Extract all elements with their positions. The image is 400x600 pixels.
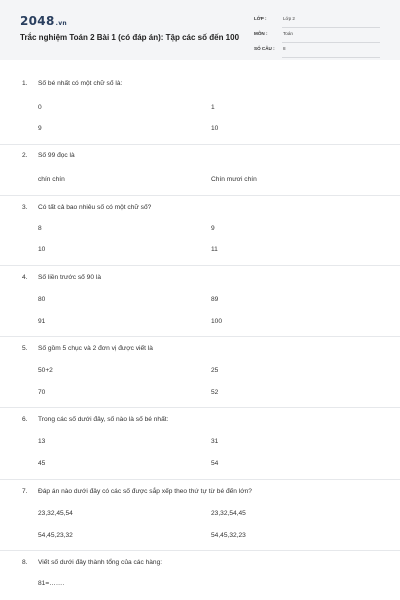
question-divider <box>0 336 400 337</box>
q1-option-b[interactable]: 1 <box>211 104 215 111</box>
question-text: Số liền trước số 90 là <box>38 274 101 281</box>
question-4 <box>22 274 101 281</box>
q7-option-b[interactable]: 23,32,54,45 <box>211 510 246 517</box>
q5-option-a[interactable]: 50+2 <box>38 367 53 374</box>
q6-option-d[interactable]: 54 <box>211 460 219 467</box>
meta-class-underline <box>282 27 380 28</box>
question-7 <box>22 488 252 495</box>
worksheet-header <box>0 0 400 60</box>
question-number: 6. <box>22 416 28 423</box>
question-6 <box>22 416 168 423</box>
q1-option-a[interactable]: 0 <box>38 104 42 111</box>
question-divider <box>0 407 400 408</box>
question-text: Số gồm 5 chục và 2 đơn vị được viết là <box>38 345 153 352</box>
question-number: 3. <box>22 204 28 211</box>
q5-option-c[interactable]: 70 <box>38 389 46 396</box>
question-divider <box>0 144 400 145</box>
meta-count-label: SỐ CÂU : <box>254 46 275 51</box>
q7-option-d[interactable]: 54,45,32,23 <box>211 532 246 539</box>
meta-count <box>254 44 380 58</box>
question-text: Số bé nhất có một chữ số là: <box>38 80 123 87</box>
q4-option-d[interactable]: 100 <box>211 318 223 325</box>
meta-subject <box>254 29 380 43</box>
question-number: 7. <box>22 488 28 495</box>
q5-option-b[interactable]: 25 <box>211 367 219 374</box>
question-number: 8. <box>22 559 28 566</box>
question-1 <box>22 80 122 87</box>
question-number: 2. <box>22 152 28 159</box>
meta-class-value: Lớp 2 <box>283 16 295 21</box>
question-divider <box>0 550 400 551</box>
q7-option-c[interactable]: 54,45,23,32 <box>38 532 73 539</box>
q6-option-b[interactable]: 31 <box>211 438 219 445</box>
q5-option-d[interactable]: 52 <box>211 389 219 396</box>
question-text: Trong các số dưới đây, số nào là số bé nhất: <box>38 416 169 423</box>
meta-count-underline <box>282 57 380 58</box>
q2-option-a[interactable]: chín chín <box>38 176 65 183</box>
question-number: 1. <box>22 80 28 87</box>
q1-option-c[interactable]: 9 <box>38 125 42 132</box>
q7-option-a[interactable]: 23,32,45,54 <box>38 510 73 517</box>
meta-subject-label: MÔN : <box>254 31 268 36</box>
question-text: Có tất cả bao nhiêu số có một chữ số? <box>38 204 152 211</box>
question-divider <box>0 479 400 480</box>
q3-option-c[interactable]: 10 <box>38 246 46 253</box>
q1-option-d[interactable]: 10 <box>211 125 219 132</box>
question-5 <box>22 345 153 352</box>
question-2 <box>22 152 75 159</box>
worksheet-title: Trắc nghiệm Toán 2 Bài 1 (có đáp án): Tập các số đến 100 <box>20 33 240 42</box>
q3-option-b[interactable]: 9 <box>211 225 215 232</box>
question-3 <box>22 204 151 211</box>
q3-option-d[interactable]: 11 <box>211 246 218 253</box>
meta-subject-underline <box>282 42 380 43</box>
question-text: Viết số dưới đây thành tổng của các hàng: <box>38 559 163 566</box>
q8-answer-line[interactable]: 81=……. <box>38 580 65 587</box>
q4-option-b[interactable]: 89 <box>211 296 219 303</box>
logo-suffix: .vn <box>55 20 67 27</box>
question-number: 5. <box>22 345 28 352</box>
meta-class-label: LỚP : <box>254 16 267 21</box>
q3-option-a[interactable]: 8 <box>38 225 42 232</box>
question-text: Số 99 đọc là <box>38 152 75 159</box>
q6-option-c[interactable]: 45 <box>38 460 46 467</box>
q4-option-a[interactable]: 80 <box>38 296 46 303</box>
question-divider <box>0 195 400 196</box>
site-logo[interactable] <box>20 14 67 28</box>
question-text: Đáp án nào dưới đây có các số được sắp xếp theo thứ tự từ bé đến lớn? <box>38 488 252 495</box>
meta-class <box>254 14 380 28</box>
question-8 <box>22 559 162 566</box>
question-divider <box>0 265 400 266</box>
question-number: 4. <box>22 274 28 281</box>
meta-count-value: 8 <box>283 46 286 51</box>
meta-subject-value: Toán <box>283 31 293 36</box>
logo-text: 2048 <box>20 14 55 28</box>
q4-option-c[interactable]: 91 <box>38 318 46 325</box>
q6-option-a[interactable]: 13 <box>38 438 46 445</box>
q2-option-b[interactable]: Chín mươi chín <box>211 176 257 183</box>
